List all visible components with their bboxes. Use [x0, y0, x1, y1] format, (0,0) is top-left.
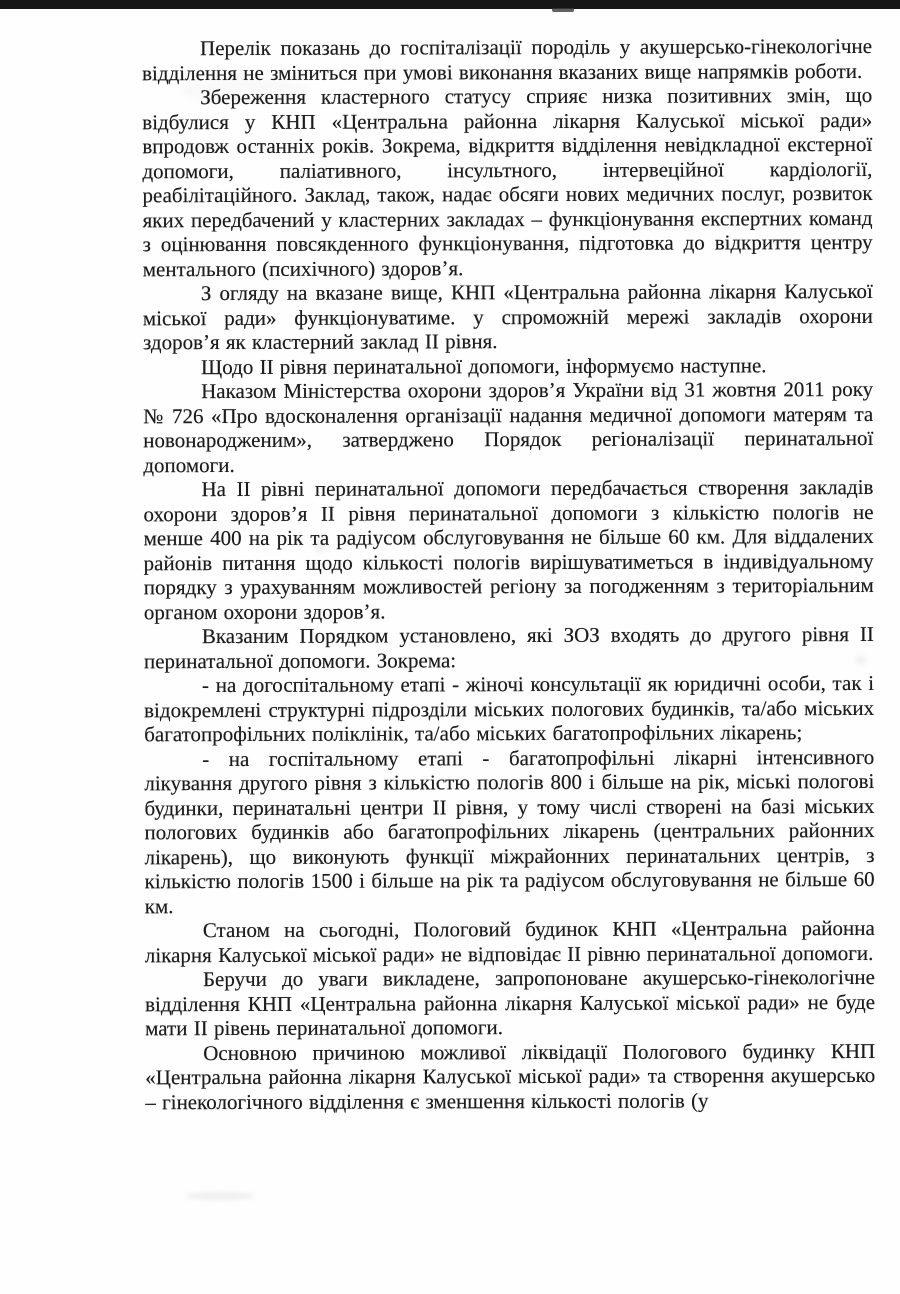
paragraph-network-conclusion: З огляду на вказане вище, КНП «Центральна районна лікарня Калуської міської ради» функціонуватиме. у спроможній мережі закладів охорони здоров’я як кластерний заклад ІІ рівня.	[142, 278, 873, 355]
scan-noise	[185, 1192, 255, 1200]
paragraph-zoz-list-intro: Вказаним Порядком установлено, які ЗОЗ входять до другого рівня ІІ перинатальної допомоги. Зокрема:	[143, 621, 874, 673]
paragraph-cluster-status: Збереження кластерного статусу сприяє низка позитивних змін, що відбулися у КНП «Центральна районна лікарня Калуської міської ради» впродовж останніх років. Зокрема, відкриття відділення невідкладної екстерної допомоги, паліативного, інсультного, інтервеційної кардіології, реабілітаційного. Заклад, також, надає обсяги нових медичних послуг, розвиток яких передбачений у кластерних закладах – функціонування експертних команд з оцінювання повсякденного функціонування, підготовка до відкриття центру ментального (психічного) здоров’я.	[142, 82, 873, 281]
document-text-block	[142, 34, 875, 1114]
paragraph-liquidation-reason: Основною причиною можливої ліквідації Пологового будинку КНП «Центральна районна лікарня Калуської міської ради» та створення акушерсько – гінекологічного відділення є зменшення кількості пологів (у	[145, 1038, 876, 1114]
list-item-prehospital-stage: - на догоспітальному етапі - жіночі консультації як юридичні особи, так і відокремлені структурні підрозділи міських пологових будинків, та/або міських багатопрофільних поліклінік, та/або міських багатопрофільних лікарень;	[144, 670, 875, 747]
paragraph-hospitalization-list: Перелік показань до госпіталізації породіль у акушерсько-гінекологічне відділення не зміниться при умові виконання вказаних вище напрямків роботи.	[142, 33, 873, 85]
paragraph-order-726: Наказом Міністерства охорони здоров’я України від 31 жовтня 2011 року № 726 «Про вдосконалення організації надання медичної допомоги матерям та новонародженим», затверджено Порядок регіоналізації перинатальної допомоги.	[143, 376, 874, 477]
paragraph-level2-requirements: На ІІ рівні перинатальної допомоги передбачається створення закладів охорони здоров’я ІІ рівня перинатальної допомоги з кількістю пологів не менше 400 на рік та радіусом обслуговування не більше 60 км. Для віддалених районів питання щодо кількості пологів вирішуватиметься в індивідуальному порядку з урахуванням можливостей регіону за погодженням з територіальним органом охорони здоров’я.	[143, 474, 874, 624]
paragraph-level2-intro: Щодо ІІ рівня перинатальної допомоги, інформуємо наступне.	[201, 352, 767, 379]
scan-edge-artifact	[0, 0, 900, 9]
scan-edge-notch	[552, 8, 574, 12]
paragraph-proposed-department: Беручи до уваги викладене, запропоноване акушерсько-гінекологічне відділення КНП «Центральна районна лікарня Калуської міської ради» не буде мати ІІ рівень перинатальної допомоги.	[145, 964, 876, 1041]
paragraph-current-status: Станом на сьогодні, Пологовий будинок КНП «Центральна районна лікарня Калуської міської ради» не відповідає ІІ рівню перинатальної допомоги.	[144, 915, 875, 967]
list-item-hospital-stage: - на госпітальному етапі - багатопрофільні лікарні інтенсивного лікування другого рівня з кількістю пологів 800 і більше на рік, міські пологові будинки, перинатальні центри ІІ рівня, у тому числі створені на базі міських пологових будинків або багатопрофільних лікарень (центральних районних лікарень), що виконують функції міжрайонних перинатальних центрів, з кількістю пологів 1500 і більше на рік та радіусом обслуговування не більше 60 км.	[144, 744, 875, 918]
